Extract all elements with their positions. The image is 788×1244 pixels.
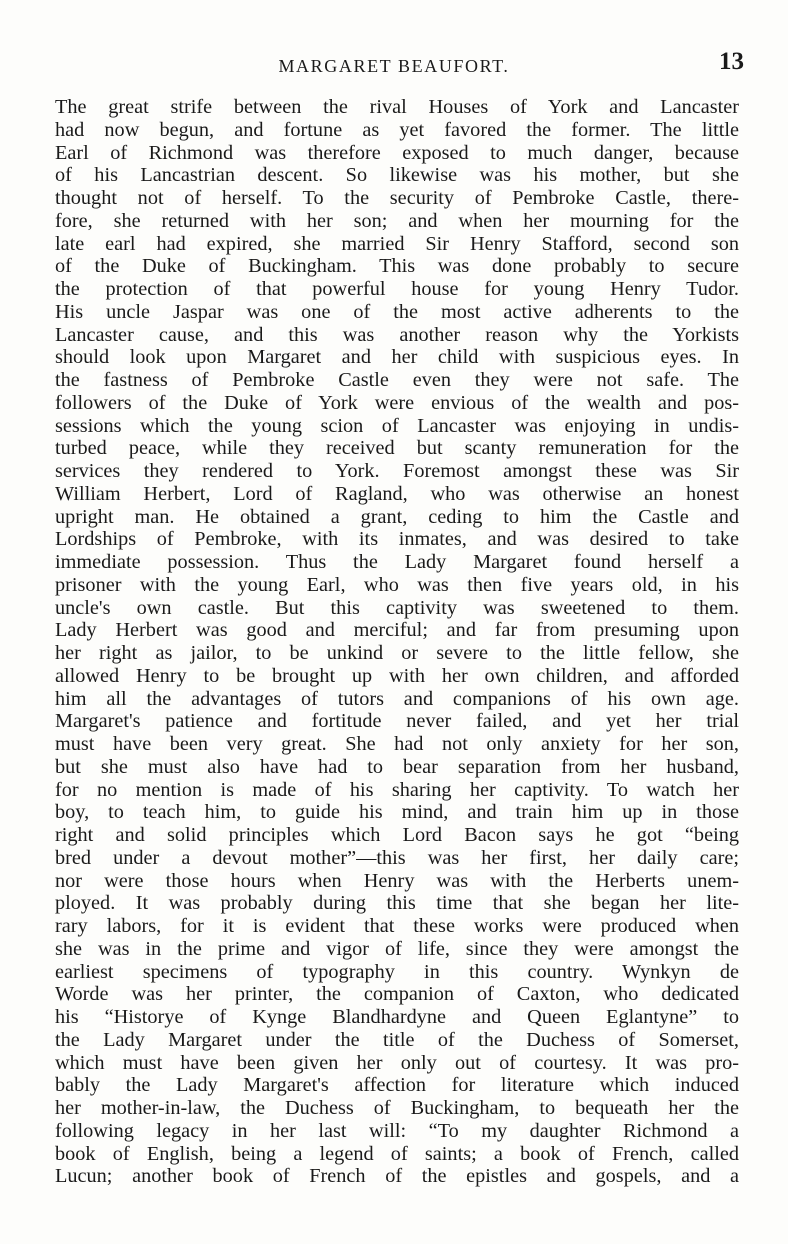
text-line: services they rendered to York. Foremost amongst these was Sir bbox=[55, 460, 739, 482]
text-line: fore, she returned with her son; and when her mourning for the bbox=[55, 209, 739, 232]
text-line: the Lady Margaret under the title of the Duchess of Somerset, bbox=[55, 1028, 739, 1051]
text-line: but she must also have had to bear separation from her husband, bbox=[55, 755, 739, 778]
text-line: turbed peace, while they received but scanty remuneration for the bbox=[55, 437, 739, 460]
text-line: bably the Lady Margaret's affection for literature which induced bbox=[55, 1074, 739, 1097]
text-line: nor were those hours when Henry was with the Herberts unem- bbox=[55, 869, 739, 892]
running-title: MARGARET BEAUFORT. bbox=[278, 56, 510, 76]
text-line: her right as jailor, to be unkind or severe to the little fellow, she bbox=[55, 642, 739, 664]
text-line: she was in the prime and vigor of life, since they were amongst the bbox=[55, 937, 739, 960]
text-line: boy, to teach him, to guide his mind, and train him up in those bbox=[55, 801, 739, 824]
text-line: uncle's own castle. But this captivity was sweetened to them. bbox=[55, 596, 739, 619]
page-number: 13 bbox=[719, 48, 744, 75]
text-line: for no mention is made of his sharing her captivity. To watch her bbox=[55, 778, 739, 801]
text-line: which must have been given her only out of courtesy. It was pro- bbox=[55, 1051, 739, 1074]
text-line: had now begun, and fortune as yet favored the former. The little bbox=[55, 118, 739, 141]
text-line: rary labors, for it is evident that these works were produced when bbox=[55, 915, 739, 937]
text-line: William Herbert, Lord of Ragland, who was otherwise an honest bbox=[55, 482, 739, 505]
page-header bbox=[40, 48, 748, 78]
body-text bbox=[55, 96, 739, 1188]
text-line: prisoner with the young Earl, who was then five years old, in his bbox=[55, 573, 739, 596]
text-line: the protection of that powerful house for young Henry Tudor. bbox=[55, 278, 739, 300]
text-line: Margaret's patience and fortitude never failed, and yet her trial bbox=[55, 710, 739, 733]
text-line: following legacy in her last will: “To my daughter Richmond a bbox=[55, 1119, 739, 1142]
text-line: ployed. It was probably during this time that she began her lite- bbox=[55, 892, 739, 915]
text-line: bred under a devout mother”—this was her first, her daily care; bbox=[55, 846, 739, 869]
text-line: Lancaster cause, and this was another reason why the Yorkists bbox=[55, 323, 739, 346]
text-line: sessions which the young scion of Lancaster was enjoying in undis- bbox=[55, 414, 739, 437]
text-line: earliest specimens of typography in this country. Wynkyn de bbox=[55, 960, 739, 983]
text-line: followers of the Duke of York were envious of the wealth and pos- bbox=[55, 391, 739, 414]
text-line: thought not of herself. To the security of Pembroke Castle, there- bbox=[55, 187, 739, 209]
text-line: book of English, being a legend of saints; a book of French, called bbox=[55, 1142, 739, 1165]
text-line: Worde was her printer, the companion of Caxton, who dedicated bbox=[55, 983, 739, 1006]
text-line: of his Lancastrian descent. So likewise was his mother, but she bbox=[55, 164, 739, 187]
text-line: Lordships of Pembroke, with its inmates, and was desired to take bbox=[55, 528, 739, 551]
text-line: Lady Herbert was good and merciful; and far from presuming upon bbox=[55, 619, 739, 642]
text-line: His uncle Jaspar was one of the most active adherents to the bbox=[55, 300, 739, 323]
text-line: his “Historye of Kynge Blandhardyne and Queen Eglantyne” to bbox=[55, 1006, 739, 1028]
text-line: late earl had expired, she married Sir Henry Stafford, second son bbox=[55, 232, 739, 255]
text-line: the fastness of Pembroke Castle even they were not safe. The bbox=[55, 369, 739, 391]
text-line: right and solid principles which Lord Bacon says he got “being bbox=[55, 824, 739, 846]
text-line: The great strife between the rival Houses of York and Lancaster bbox=[55, 96, 739, 118]
text-line: upright man. He obtained a grant, ceding to him the Castle and bbox=[55, 505, 739, 528]
text-line: Lucun; another book of French of the epistles and gospels, and a bbox=[55, 1165, 739, 1188]
text-line: should look upon Margaret and her child with suspicious eyes. In bbox=[55, 346, 739, 369]
text-line: Earl of Richmond was therefore exposed to much danger, because bbox=[55, 141, 739, 164]
text-line: allowed Henry to be brought up with her own children, and afforded bbox=[55, 664, 739, 687]
text-line: her mother-in-law, the Duchess of Buckingham, to bequeath her the bbox=[55, 1097, 739, 1119]
text-line: of the Duke of Buckingham. This was done probably to secure bbox=[55, 255, 739, 278]
text-line: immediate possession. Thus the Lady Margaret found herself a bbox=[55, 551, 739, 573]
text-line: must have been very great. She had not only anxiety for her son, bbox=[55, 733, 739, 755]
text-line: him all the advantages of tutors and companions of his own age. bbox=[55, 687, 739, 710]
